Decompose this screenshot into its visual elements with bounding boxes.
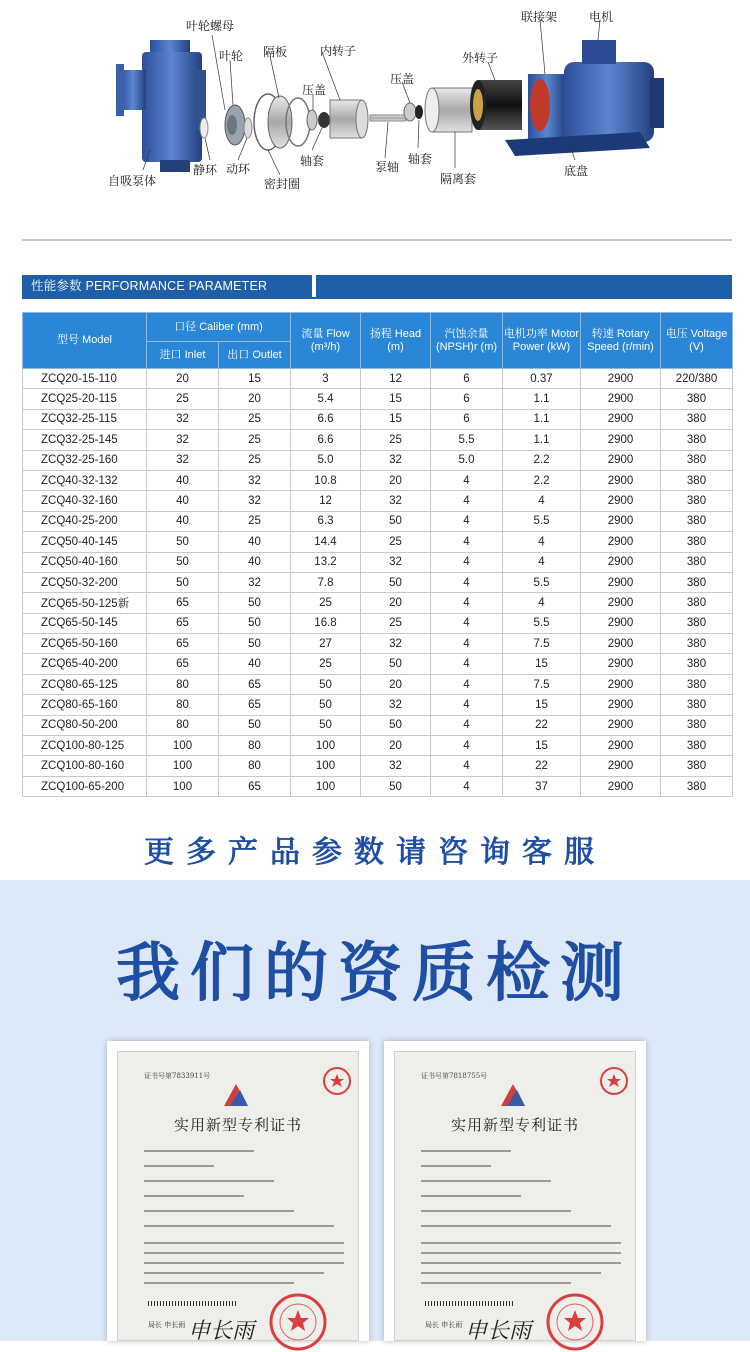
table-cell: 12 xyxy=(361,369,431,389)
header-model: 型号 Model xyxy=(23,313,147,369)
table-cell: 220/380 xyxy=(661,369,733,389)
table-cell: 6 xyxy=(431,389,503,409)
table-cell: 6.6 xyxy=(291,430,361,450)
table-cell: 25 xyxy=(219,409,291,429)
table-cell: 2900 xyxy=(581,654,661,674)
header-rotary-speed: 转速 Rotary Speed (r/min) xyxy=(581,313,661,369)
table-cell: 380 xyxy=(661,572,733,592)
table-cell: 40 xyxy=(147,511,219,531)
table-cell: 40 xyxy=(219,552,291,572)
label-motor: 电机 xyxy=(589,10,614,24)
table-cell: 50 xyxy=(147,532,219,552)
table-cell: 25 xyxy=(291,593,361,613)
table-cell: 13.2 xyxy=(291,552,361,572)
signature: 申长雨 xyxy=(465,1319,532,1344)
table-cell: 2900 xyxy=(581,593,661,613)
table-cell: 32 xyxy=(219,470,291,490)
table-cell: 2900 xyxy=(581,552,661,572)
table-cell: 20 xyxy=(147,369,219,389)
table-cell: 4 xyxy=(431,491,503,511)
header-flow: 流量 Flow (m³/h) xyxy=(291,313,361,369)
text-line xyxy=(144,1210,294,1212)
text-line xyxy=(421,1262,621,1264)
model-cell: ZCQ65-50-160 xyxy=(23,634,147,654)
table-cell: 5.5 xyxy=(503,511,581,531)
table-row xyxy=(23,552,733,572)
table-cell: 2.2 xyxy=(503,470,581,490)
certificate-number: 证书号第7833911号 xyxy=(144,1072,211,1080)
table-row xyxy=(23,776,733,796)
table-cell: 2900 xyxy=(581,389,661,409)
label-pump-shaft: 泵轴 xyxy=(375,160,400,174)
text-line xyxy=(421,1150,511,1152)
qualification-section xyxy=(0,880,750,1344)
table-cell: 10.8 xyxy=(291,470,361,490)
table-cell: 5.0 xyxy=(431,450,503,470)
text-line xyxy=(421,1252,621,1254)
model-cell: ZCQ100-80-125 xyxy=(23,736,147,756)
table-cell: 380 xyxy=(661,430,733,450)
table-cell: 1.1 xyxy=(503,430,581,450)
signer-role: 局长 申长雨 xyxy=(425,1321,463,1329)
table-cell: 2900 xyxy=(581,470,661,490)
table-cell: 4 xyxy=(431,593,503,613)
table-cell: 2900 xyxy=(581,491,661,511)
table-cell: 80 xyxy=(147,674,219,694)
table-cell: 2900 xyxy=(581,756,661,776)
patent-office-emblem-icon xyxy=(495,1082,531,1108)
text-line xyxy=(421,1210,571,1212)
table-cell: 50 xyxy=(219,634,291,654)
table-cell: 25 xyxy=(147,389,219,409)
pump-parts-illustration xyxy=(0,0,750,235)
table-cell: 5.5 xyxy=(431,430,503,450)
table-row xyxy=(23,654,733,674)
table-cell: 6.6 xyxy=(291,409,361,429)
label-base-plate: 底盘 xyxy=(564,164,589,178)
table-cell: 100 xyxy=(147,776,219,796)
table-cell: 65 xyxy=(219,776,291,796)
table-cell: 4 xyxy=(431,634,503,654)
label-impeller-nut: 叶轮螺母 xyxy=(186,19,235,33)
table-cell: 380 xyxy=(661,674,733,694)
table-cell: 16.8 xyxy=(291,613,361,633)
table-cell: 20 xyxy=(361,470,431,490)
table-cell: 40 xyxy=(147,491,219,511)
table-cell: 4 xyxy=(431,736,503,756)
table-row xyxy=(23,491,733,511)
table-cell: 4 xyxy=(431,756,503,776)
table-cell: 4 xyxy=(503,491,581,511)
table-cell: 7.5 xyxy=(503,674,581,694)
table-cell: 6 xyxy=(431,369,503,389)
label-outer-rotor: 外转子 xyxy=(462,51,499,65)
label-moving-ring: 动环 xyxy=(226,162,251,176)
label-seal-ring: 密封圈 xyxy=(264,177,301,191)
label-coupling-frame: 联接架 xyxy=(521,10,558,24)
table-cell: 25 xyxy=(219,511,291,531)
table-cell: 40 xyxy=(219,532,291,552)
performance-header-bar xyxy=(22,275,732,297)
table-cell: 32 xyxy=(147,409,219,429)
table-row xyxy=(23,430,733,450)
table-cell: 4 xyxy=(431,674,503,694)
signature: 申长雨 xyxy=(188,1319,255,1344)
table-cell: 50 xyxy=(361,776,431,796)
table-cell: 32 xyxy=(361,634,431,654)
pump-body-shape xyxy=(116,40,206,172)
performance-header-fill xyxy=(316,275,732,297)
official-seal-icon xyxy=(268,1292,328,1352)
header-motor-power: 电机功率 Motor Power (kW) xyxy=(503,313,581,369)
table-cell: 15 xyxy=(361,389,431,409)
table-cell: 100 xyxy=(291,756,361,776)
table-cell: 2900 xyxy=(581,369,661,389)
table-cell: 4 xyxy=(503,593,581,613)
official-seal-icon xyxy=(599,1066,629,1096)
table-cell: 25 xyxy=(291,654,361,674)
model-cell: ZCQ25-20-115 xyxy=(23,389,147,409)
table-cell: 380 xyxy=(661,756,733,776)
text-line xyxy=(144,1150,254,1152)
qualification-title: 我们的资质检测 xyxy=(116,937,634,1011)
table-cell: 4 xyxy=(431,511,503,531)
table-cell: 15 xyxy=(219,369,291,389)
table-cell: 80 xyxy=(147,715,219,735)
patent-office-emblem-icon xyxy=(218,1082,254,1108)
table-cell: 50 xyxy=(361,715,431,735)
model-cell: ZCQ80-65-160 xyxy=(23,695,147,715)
table-cell: 32 xyxy=(361,491,431,511)
label-pump-body: 自吸泵体 xyxy=(108,174,157,188)
table-cell: 22 xyxy=(503,756,581,776)
table-cell: 4 xyxy=(431,715,503,735)
label-gland-1: 压盖 xyxy=(302,83,327,97)
model-cell: ZCQ32-25-145 xyxy=(23,430,147,450)
barcode xyxy=(148,1301,238,1306)
table-cell: 50 xyxy=(291,715,361,735)
table-cell: 380 xyxy=(661,511,733,531)
label-gland-2: 压盖 xyxy=(390,72,415,86)
table-cell: 380 xyxy=(661,715,733,735)
table-cell: 380 xyxy=(661,491,733,511)
table-cell: 2900 xyxy=(581,736,661,756)
table-cell: 2.2 xyxy=(503,450,581,470)
table-row xyxy=(23,674,733,694)
table-cell: 50 xyxy=(291,674,361,694)
model-cell: ZCQ50-40-145 xyxy=(23,532,147,552)
pump-exploded-diagram xyxy=(0,0,750,235)
table-cell: 4 xyxy=(431,532,503,552)
table-cell: 6.3 xyxy=(291,511,361,531)
table-cell: 2900 xyxy=(581,695,661,715)
table-cell: 25 xyxy=(361,613,431,633)
table-cell: 65 xyxy=(147,634,219,654)
label-static-ring: 静环 xyxy=(193,163,218,177)
table-cell: 1.1 xyxy=(503,389,581,409)
table-row xyxy=(23,613,733,633)
table-cell: 25 xyxy=(219,430,291,450)
table-row xyxy=(23,511,733,531)
table-cell: 2900 xyxy=(581,532,661,552)
table-cell: 380 xyxy=(661,736,733,756)
model-cell: ZCQ40-32-132 xyxy=(23,470,147,490)
text-line xyxy=(144,1180,274,1182)
text-line xyxy=(144,1225,334,1227)
table-cell: 50 xyxy=(219,613,291,633)
text-line xyxy=(144,1282,294,1284)
certificate-title: 实用新型专利证书 xyxy=(450,1116,579,1134)
table-cell: 32 xyxy=(361,552,431,572)
text-line xyxy=(144,1272,324,1274)
text-line xyxy=(144,1242,344,1244)
certificate-paper xyxy=(117,1051,359,1344)
table-cell: 2900 xyxy=(581,613,661,633)
table-cell: 50 xyxy=(219,593,291,613)
table-cell: 380 xyxy=(661,532,733,552)
table-cell: 5.4 xyxy=(291,389,361,409)
table-cell: 40 xyxy=(147,470,219,490)
table-cell: 50 xyxy=(219,715,291,735)
table-row xyxy=(23,634,733,654)
table-cell: 20 xyxy=(361,736,431,756)
table-cell: 65 xyxy=(147,593,219,613)
table-cell: 65 xyxy=(219,674,291,694)
consult-service-notice: 更多产品参数请咨询客服 xyxy=(144,835,606,870)
table-cell: 380 xyxy=(661,613,733,633)
text-line xyxy=(421,1180,551,1182)
signer-role: 局长 申长雨 xyxy=(148,1321,186,1329)
table-cell: 100 xyxy=(291,776,361,796)
table-cell: 25 xyxy=(361,532,431,552)
table-cell: 40 xyxy=(219,654,291,674)
table-cell: 2900 xyxy=(581,572,661,592)
table-cell: 2900 xyxy=(581,409,661,429)
table-cell: 12 xyxy=(291,491,361,511)
table-cell: 380 xyxy=(661,552,733,572)
table-cell: 32 xyxy=(219,572,291,592)
label-shaft-sleeve-2: 轴套 xyxy=(408,152,433,166)
table-cell: 15 xyxy=(361,409,431,429)
certificate-card-2 xyxy=(384,1041,646,1344)
table-cell: 25 xyxy=(361,430,431,450)
certificate-paper xyxy=(394,1051,636,1344)
model-cell: ZCQ100-65-200 xyxy=(23,776,147,796)
certificate-title: 实用新型专利证书 xyxy=(173,1116,302,1134)
model-cell: ZCQ20-15-110 xyxy=(23,369,147,389)
table-cell: 20 xyxy=(361,593,431,613)
table-cell: 2900 xyxy=(581,776,661,796)
table-cell: 5.5 xyxy=(503,572,581,592)
table-cell: 4 xyxy=(431,613,503,633)
table-cell: 80 xyxy=(219,756,291,776)
label-isolation-sleeve: 隔离套 xyxy=(440,172,477,186)
table-row xyxy=(23,409,733,429)
table-cell: 100 xyxy=(147,736,219,756)
table-row xyxy=(23,369,733,389)
table-cell: 25 xyxy=(219,450,291,470)
table-cell: 65 xyxy=(147,613,219,633)
table-cell: 380 xyxy=(661,634,733,654)
model-cell: ZCQ32-25-115 xyxy=(23,409,147,429)
table-row xyxy=(23,756,733,776)
label-inner-rotor: 内转子 xyxy=(320,44,357,58)
table-cell: 4 xyxy=(431,552,503,572)
table-cell: 50 xyxy=(147,572,219,592)
table-cell: 380 xyxy=(661,593,733,613)
table-cell: 4 xyxy=(431,654,503,674)
table-cell: 50 xyxy=(361,572,431,592)
table-row xyxy=(23,450,733,470)
table-cell: 4 xyxy=(503,532,581,552)
model-cell: ZCQ65-40-200 xyxy=(23,654,147,674)
table-cell: 22 xyxy=(503,715,581,735)
table-cell: 4 xyxy=(503,552,581,572)
model-cell: ZCQ32-25-160 xyxy=(23,450,147,470)
table-cell: 4 xyxy=(431,470,503,490)
certificate-card-1 xyxy=(107,1041,369,1344)
table-cell: 380 xyxy=(661,695,733,715)
table-cell: 5.0 xyxy=(291,450,361,470)
header-inlet: 进口 Inlet xyxy=(147,342,219,369)
table-cell: 32 xyxy=(147,450,219,470)
text-line xyxy=(144,1252,344,1254)
text-line xyxy=(144,1165,214,1167)
performance-table xyxy=(22,312,733,797)
official-seal-icon xyxy=(322,1066,352,1096)
table-row xyxy=(23,572,733,592)
barcode xyxy=(425,1301,515,1306)
header-outlet: 出口 Outlet xyxy=(219,342,291,369)
table-row xyxy=(23,532,733,552)
official-seal-icon xyxy=(545,1292,605,1352)
label-impeller: 叶轮 xyxy=(219,49,244,63)
table-cell: 32 xyxy=(361,756,431,776)
table-cell: 80 xyxy=(147,695,219,715)
table-cell: 100 xyxy=(147,756,219,776)
model-cell: ZCQ40-32-160 xyxy=(23,491,147,511)
performance-table-body xyxy=(23,369,733,797)
header-npsh: 汽蚀余量 (NPSH)r (m) xyxy=(431,313,503,369)
table-row xyxy=(23,715,733,735)
model-cell: ZCQ65-50-125新 xyxy=(23,593,147,613)
label-shaft-sleeve-1: 轴套 xyxy=(300,154,325,168)
table-cell: 4 xyxy=(431,572,503,592)
table-cell: 5.5 xyxy=(503,613,581,633)
table-cell: 50 xyxy=(147,552,219,572)
text-line xyxy=(421,1272,601,1274)
model-cell: ZCQ80-65-125 xyxy=(23,674,147,694)
performance-header-text: 性能参数 PERFORMANCE PARAMETER xyxy=(22,275,312,297)
table-cell: 80 xyxy=(219,736,291,756)
table-cell: 50 xyxy=(291,695,361,715)
table-row xyxy=(23,593,733,613)
table-cell: 50 xyxy=(361,511,431,531)
model-cell: ZCQ40-25-200 xyxy=(23,511,147,531)
table-cell: 2900 xyxy=(581,715,661,735)
table-cell: 32 xyxy=(361,450,431,470)
performance-header-underline xyxy=(22,297,732,299)
table-cell: 15 xyxy=(503,695,581,715)
text-line xyxy=(144,1262,344,1264)
table-cell: 32 xyxy=(147,430,219,450)
text-line xyxy=(421,1242,621,1244)
table-cell: 4 xyxy=(431,695,503,715)
table-cell: 2900 xyxy=(581,634,661,654)
table-cell: 65 xyxy=(147,654,219,674)
table-cell: 20 xyxy=(219,389,291,409)
table-cell: 27 xyxy=(291,634,361,654)
model-cell: ZCQ100-80-160 xyxy=(23,756,147,776)
table-cell: 7.5 xyxy=(503,634,581,654)
table-cell: 2900 xyxy=(581,674,661,694)
model-cell: ZCQ50-40-160 xyxy=(23,552,147,572)
label-partition: 隔板 xyxy=(263,45,288,59)
motor-shape xyxy=(528,40,664,142)
text-line xyxy=(144,1195,244,1197)
table-cell: 2900 xyxy=(581,430,661,450)
table-cell: 380 xyxy=(661,776,733,796)
table-cell: 380 xyxy=(661,450,733,470)
table-cell: 37 xyxy=(503,776,581,796)
table-cell: 65 xyxy=(219,695,291,715)
table-cell: 380 xyxy=(661,654,733,674)
header-voltage: 电压 Voltage (V) xyxy=(661,313,733,369)
text-line xyxy=(421,1195,521,1197)
table-row xyxy=(23,736,733,756)
certificate-number: 证书号第7818755号 xyxy=(421,1072,488,1080)
table-cell: 3 xyxy=(291,369,361,389)
table-cell: 15 xyxy=(503,654,581,674)
table-cell: 1.1 xyxy=(503,409,581,429)
table-cell: 380 xyxy=(661,409,733,429)
table-cell: 100 xyxy=(291,736,361,756)
table-cell: 380 xyxy=(661,389,733,409)
table-cell: 7.8 xyxy=(291,572,361,592)
model-cell: ZCQ80-50-200 xyxy=(23,715,147,735)
table-cell: 32 xyxy=(219,491,291,511)
table-cell: 50 xyxy=(361,654,431,674)
table-cell: 0.37 xyxy=(503,369,581,389)
table-cell: 2900 xyxy=(581,511,661,531)
table-cell: 14.4 xyxy=(291,532,361,552)
table-row xyxy=(23,695,733,715)
header-caliber: 口径 Caliber (mm) xyxy=(147,313,291,342)
header-head: 扬程 Head (m) xyxy=(361,313,431,369)
table-cell: 32 xyxy=(361,695,431,715)
text-line xyxy=(421,1165,491,1167)
model-cell: ZCQ50-32-200 xyxy=(23,572,147,592)
section-divider xyxy=(22,239,732,241)
table-cell: 2900 xyxy=(581,450,661,470)
model-cell: ZCQ65-50-145 xyxy=(23,613,147,633)
table-row xyxy=(23,389,733,409)
text-line xyxy=(421,1282,571,1284)
table-cell: 4 xyxy=(431,776,503,796)
table-cell: 380 xyxy=(661,470,733,490)
text-line xyxy=(421,1225,611,1227)
table-row xyxy=(23,470,733,490)
table-cell: 15 xyxy=(503,736,581,756)
table-cell: 6 xyxy=(431,409,503,429)
table-cell: 20 xyxy=(361,674,431,694)
